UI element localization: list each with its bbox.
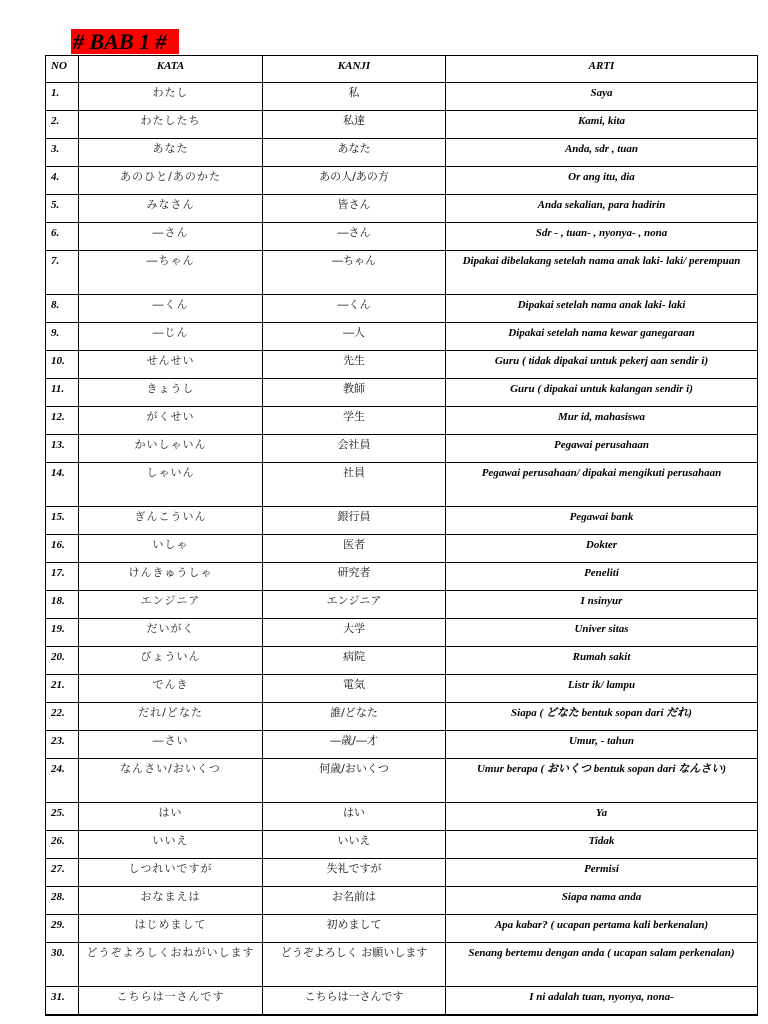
- table-row: [46, 535, 758, 563]
- row-arti: Permisi: [446, 859, 758, 887]
- vocabulary-table: [45, 55, 758, 1016]
- row-kata: ―さい: [79, 731, 263, 759]
- row-arti: Mur id, mahasiswa: [446, 407, 758, 435]
- row-arti: Siapa ( どなた bentuk sopan dari だれ): [446, 703, 758, 731]
- row-kanji: はい: [263, 803, 446, 831]
- row-kanji: ―さん: [263, 223, 446, 251]
- row-arti: I nsinyur: [446, 591, 758, 619]
- row-kata: きょうし: [79, 379, 263, 407]
- row-arti: Dipakai dibelakang setelah nama anak laki- laki/ perempuan: [446, 251, 758, 295]
- row-kanji: 何歳/おいくつ: [263, 759, 446, 803]
- row-kata: しつれいですが: [79, 859, 263, 887]
- row-kata: なんさい/おいくつ: [79, 759, 263, 803]
- row-kanji: 私達: [263, 111, 446, 139]
- row-number: 25.: [46, 803, 79, 831]
- table-row: [46, 111, 758, 139]
- row-arti: Pegawai bank: [446, 507, 758, 535]
- row-kanji: 初めまして: [263, 915, 446, 943]
- row-arti: Listr ik/ lampu: [446, 675, 758, 703]
- row-kata: ―くん: [79, 295, 263, 323]
- row-kata: こちらは一さんです: [79, 987, 263, 1015]
- row-kanji: 銀行員: [263, 507, 446, 535]
- row-kata: ぎんこういん: [79, 507, 263, 535]
- table-row: [46, 915, 758, 943]
- row-kanji: あなた: [263, 139, 446, 167]
- row-kanji: 大学: [263, 619, 446, 647]
- row-arti: I ni adalah tuan, nyonya, nona-: [446, 987, 758, 1015]
- row-number: 12.: [46, 407, 79, 435]
- row-kata: あなた: [79, 139, 263, 167]
- table-row: [46, 831, 758, 859]
- table-row: [46, 435, 758, 463]
- row-number: 23.: [46, 731, 79, 759]
- row-number: 17.: [46, 563, 79, 591]
- row-arti: Tidak: [446, 831, 758, 859]
- row-kata: みなさん: [79, 195, 263, 223]
- table-row: [46, 507, 758, 535]
- row-kanji: 病院: [263, 647, 446, 675]
- header-arti: ARTI: [446, 56, 758, 83]
- row-kata: はい: [79, 803, 263, 831]
- row-arti: Or ang itu, dia: [446, 167, 758, 195]
- row-arti: Pegawai perusahaan: [446, 435, 758, 463]
- table-row: [46, 295, 758, 323]
- row-arti: Saya: [446, 83, 758, 111]
- row-kata: ―さん: [79, 223, 263, 251]
- table-row: [46, 987, 758, 1015]
- row-arti: Kami, kita: [446, 111, 758, 139]
- row-number: 19.: [46, 619, 79, 647]
- row-number: 13.: [46, 435, 79, 463]
- row-arti: Anda, sdr , tuan: [446, 139, 758, 167]
- row-kanji: 研究者: [263, 563, 446, 591]
- row-kanji: 会社員: [263, 435, 446, 463]
- row-number: 10.: [46, 351, 79, 379]
- table-row: [46, 731, 758, 759]
- row-kata: わたしたち: [79, 111, 263, 139]
- table-row: [46, 563, 758, 591]
- row-number: 31.: [46, 987, 79, 1015]
- header-kanji: KANJI: [263, 56, 446, 83]
- row-arti: Rumah sakit: [446, 647, 758, 675]
- row-number: 30.: [46, 943, 79, 987]
- row-kata: いいえ: [79, 831, 263, 859]
- table-row: [46, 379, 758, 407]
- table-row: [46, 223, 758, 251]
- row-kanji: 誰/どなた: [263, 703, 446, 731]
- row-number: 27.: [46, 859, 79, 887]
- row-kata: わたし: [79, 83, 263, 111]
- row-kata: あのひと/あのかた: [79, 167, 263, 195]
- table-row: [46, 323, 758, 351]
- row-kata: びょういん: [79, 647, 263, 675]
- row-kata: いしゃ: [79, 535, 263, 563]
- row-kanji: 学生: [263, 407, 446, 435]
- row-kanji: お名前は: [263, 887, 446, 915]
- row-number: 7.: [46, 251, 79, 295]
- row-number: 1.: [46, 83, 79, 111]
- row-kanji: 失礼ですが: [263, 859, 446, 887]
- table-row: [46, 195, 758, 223]
- table-body: [46, 83, 758, 1015]
- row-number: 20.: [46, 647, 79, 675]
- row-kanji: いいえ: [263, 831, 446, 859]
- row-kata: かいしゃいん: [79, 435, 263, 463]
- row-arti: Dokter: [446, 535, 758, 563]
- row-kanji: ―ちゃん: [263, 251, 446, 295]
- table-row: [46, 407, 758, 435]
- table-row: [46, 591, 758, 619]
- row-kanji: ―人: [263, 323, 446, 351]
- table-row: [46, 859, 758, 887]
- row-kata: がくせい: [79, 407, 263, 435]
- row-kata: はじめまして: [79, 915, 263, 943]
- row-arti: Umur berapa ( おいくつ bentuk sopan dari なんさい): [446, 759, 758, 803]
- table-row: [46, 463, 758, 507]
- row-kata: ―じん: [79, 323, 263, 351]
- row-kanji: 社員: [263, 463, 446, 507]
- row-arti: Umur, - tahun: [446, 731, 758, 759]
- row-kata: エンジニア: [79, 591, 263, 619]
- row-kata: だいがく: [79, 619, 263, 647]
- row-kanji: 私: [263, 83, 446, 111]
- table-row: [46, 803, 758, 831]
- table-row: [46, 703, 758, 731]
- row-number: 3.: [46, 139, 79, 167]
- table-row: [46, 139, 758, 167]
- row-kata: どうぞよろしくおねがいします: [79, 943, 263, 987]
- row-arti: Dipakai setelah nama anak laki- laki: [446, 295, 758, 323]
- row-arti: Apa kabar? ( ucapan pertama kali berkenalan): [446, 915, 758, 943]
- row-kata: しゃいん: [79, 463, 263, 507]
- row-arti: Univer sitas: [446, 619, 758, 647]
- row-kanji: 電気: [263, 675, 446, 703]
- row-kanji: どうぞよろしく お願いします: [263, 943, 446, 987]
- chapter-heading: # BAB 1 #: [71, 29, 179, 54]
- row-arti: Senang bertemu dengan anda ( ucapan salam perkenalan): [446, 943, 758, 987]
- header-kata: KATA: [79, 56, 263, 83]
- row-number: 5.: [46, 195, 79, 223]
- row-number: 6.: [46, 223, 79, 251]
- row-kanji: 医者: [263, 535, 446, 563]
- table-row: [46, 675, 758, 703]
- table-header-row: [46, 56, 758, 83]
- row-number: 8.: [46, 295, 79, 323]
- table-row: [46, 943, 758, 987]
- row-arti: Peneliti: [446, 563, 758, 591]
- row-kata: けんきゅうしゃ: [79, 563, 263, 591]
- row-kanji: 先生: [263, 351, 446, 379]
- row-kanji: あの人/あの方: [263, 167, 446, 195]
- row-number: 9.: [46, 323, 79, 351]
- row-number: 16.: [46, 535, 79, 563]
- table-row: [46, 619, 758, 647]
- row-number: 24.: [46, 759, 79, 803]
- row-number: 22.: [46, 703, 79, 731]
- row-number: 15.: [46, 507, 79, 535]
- row-number: 14.: [46, 463, 79, 507]
- row-number: 11.: [46, 379, 79, 407]
- row-arti: Pegawai perusahaan/ dipakai mengikuti perusahaan: [446, 463, 758, 507]
- table-row: [46, 887, 758, 915]
- row-arti: Guru ( tidak dipakai untuk pekerj aan sendir i): [446, 351, 758, 379]
- row-kanji: ―くん: [263, 295, 446, 323]
- row-number: 29.: [46, 915, 79, 943]
- row-kata: おなまえは: [79, 887, 263, 915]
- header-no: NO: [46, 56, 79, 83]
- row-number: 21.: [46, 675, 79, 703]
- row-kata: せんせい: [79, 351, 263, 379]
- row-arti: Sdr - , tuan- , nyonya- , nona: [446, 223, 758, 251]
- row-kanji: 皆さん: [263, 195, 446, 223]
- row-kanji: 教師: [263, 379, 446, 407]
- row-kata: でんき: [79, 675, 263, 703]
- row-kanji: こちらは一さんです: [263, 987, 446, 1015]
- table-row: [46, 647, 758, 675]
- row-number: 26.: [46, 831, 79, 859]
- table-row: [46, 351, 758, 379]
- row-kata: ―ちゃん: [79, 251, 263, 295]
- row-number: 2.: [46, 111, 79, 139]
- row-kata: だれ/どなた: [79, 703, 263, 731]
- row-number: 4.: [46, 167, 79, 195]
- row-arti: Dipakai setelah nama kewar ganegaraan: [446, 323, 758, 351]
- table-row: [46, 759, 758, 803]
- row-kanji: ―歳/―才: [263, 731, 446, 759]
- row-arti: Anda sekalian, para hadirin: [446, 195, 758, 223]
- row-number: 28.: [46, 887, 79, 915]
- table-row: [46, 83, 758, 111]
- row-number: 18.: [46, 591, 79, 619]
- table-row: [46, 251, 758, 295]
- row-kanji: エンジニア: [263, 591, 446, 619]
- row-arti: Ya: [446, 803, 758, 831]
- row-arti: Siapa nama anda: [446, 887, 758, 915]
- table-row: [46, 167, 758, 195]
- row-arti: Guru ( dipakai untuk kalangan sendir i): [446, 379, 758, 407]
